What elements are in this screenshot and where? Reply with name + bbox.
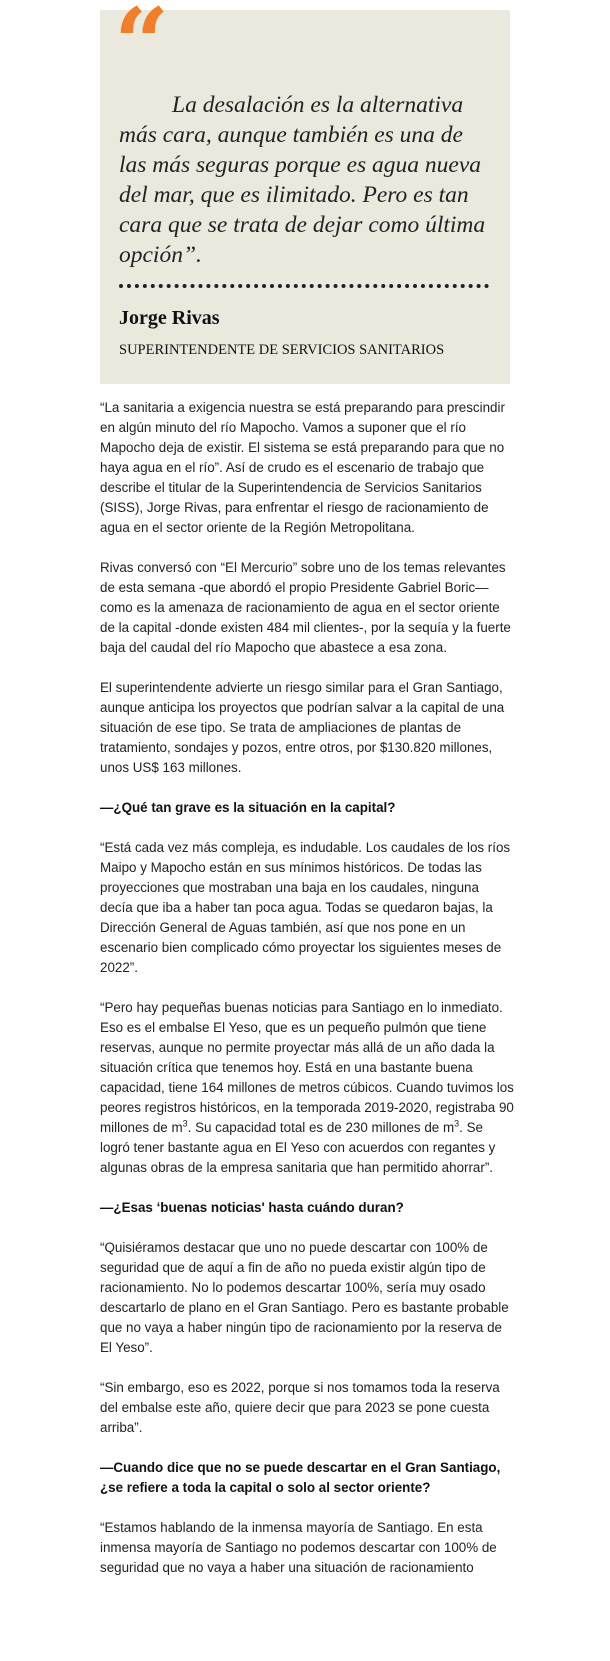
article-paragraph: “La sanitaria a exigencia nuestra se está preparando para prescindir en algún minuto del río Mapocho. Vamos a suponer que el río Mapocho deja de existir. El sistema se está preparando para que no haya agua en el río”. Así de crudo es el escenario de trabajo que describe el titular de la Superintendencia de Servicios Sanitarios (SISS), Jorge Rivas, para enfrentar el riesgo de racionamiento de agua en el sector oriente de la Región Metropolitana. — [100, 400, 505, 535]
paragraph-text: . Se logró tener bastante agua en El Yeso con acuerdos con regantes y algunas obras de la empresa sanitaria que han permitido ahorrar”. — [100, 1120, 496, 1175]
pull-quote-box — [100, 0, 510, 384]
paragraph-text: “Pero hay pequeñas buenas noticias para Santiago en lo inmediato. Eso es el embalse El Yeso, que es un pequeño pulmón que tiene reservas, aunque no permite proyectar más allá de un año dada la situación crítica que tenemos hoy. Está en una bastante buena capacidad, tiene 164 millones de metros cúbicos. Cuando tuvimos los peores registros históricos, en la temporada 2019-2020, registraba 90 millones de m — [100, 1000, 514, 1135]
article-paragraph: Rivas conversó con “El Mercurio” sobre uno de los temas relevantes de esta semana -que abordó el propio Presidente Gabriel Boric— como es la amenaza de racionamiento de agua en el sector oriente de la capital -donde existen 484 mil clientes-, por la sequía y la fuerte baja del caudal del río Mapocho que abastece a esa zona. — [100, 560, 511, 655]
article-paragraph: “Está cada vez más compleja, es indudable. Los caudales de los ríos Maipo y Mapocho están en sus mínimos históricos. De todas las proyecciones que mostraban una baja en los caudales, ninguna decía que iba a haber tan poca agua. Todas se quedaron bajas, la Dirección General de Aguas también, así que nos pone en un escenario bien complicado cómo proyectar los siguientes meses de 2022”. — [100, 840, 511, 975]
superscript: 3 — [182, 1118, 188, 1129]
quote-mark-icon: “ — [114, 0, 170, 100]
article-paragraph — [100, 998, 514, 1178]
article-paragraph: “Quisiéramos destacar que uno no puede descartar con 100% de seguridad que de aquí a fin de año no pueda existir algún tipo de racionamiento. No lo podemos descartar 100%, sería muy osado descartarlo de plano en el Gran Santiago. Pero es bastante probable que no vaya a haber ningún tipo de racionamiento por la reserva de El Yeso”. — [100, 1240, 509, 1355]
quote-author: Jorge Rivas — [119, 307, 220, 329]
pull-quote-text: La desalación es la alternativa más cara, aunque también es una de las más seguras porque es agua nueva del mar, que es ilimitado. Pero es tan cara que se trata de dejar como última opción”. — [119, 92, 486, 268]
article-body — [100, 398, 514, 1598]
quote-divider — [119, 284, 489, 288]
article-paragraph: “Sin embargo, eso es 2022, porque si nos tomamos toda la reserva del embalse este año, quiere decir que para 2023 se pone cuesta arriba”. — [100, 1380, 500, 1435]
superscript: 3 — [454, 1118, 460, 1129]
interview-question: —¿Qué tan grave es la situación en la capital? — [100, 800, 396, 815]
interview-question: —¿Esas ‘buenas noticias' hasta cuándo duran? — [100, 1200, 404, 1215]
article-paragraph: “Estamos hablando de la inmensa mayoría de Santiago. En esta inmensa mayoría de Santiago no podemos descartar con 100% de seguridad que no vaya a haber una situación de racionamiento — [100, 1520, 497, 1575]
paragraph-text: . Su capacidad total es de 230 millones de m — [187, 1120, 455, 1135]
article-paragraph: El superintendente advierte un riesgo similar para el Gran Santiago, aunque anticipa los proyectos que podrían salvar a la capital de una situación de ese tipo. Se trata de ampliaciones de plantas de tratamiento, sondajes y pozos, entre otros, por $130.820 millones, unos US$ 163 millones. — [100, 680, 505, 775]
interview-question: —Cuando dice que no se puede descartar en el Gran Santiago, ¿se refiere a toda la capital o solo al sector oriente? — [100, 1460, 501, 1495]
quote-author-role: SUPERINTENDENTE DE SERVICIOS SANITARIOS — [119, 342, 445, 358]
